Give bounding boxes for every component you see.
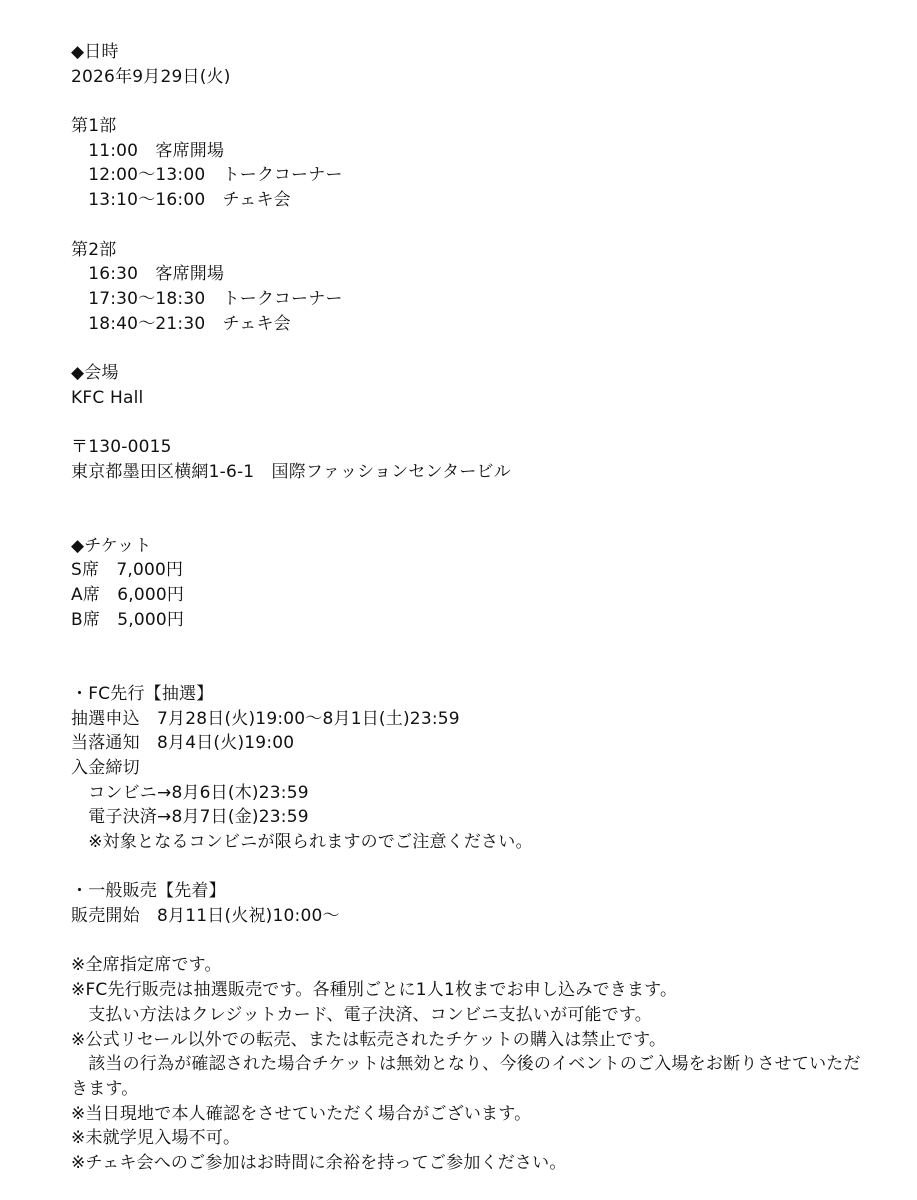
spacer: [71, 336, 871, 361]
note-all-reserved: ※全席指定席です。: [71, 955, 222, 976]
spacer: [71, 657, 871, 682]
fc-lottery-notification: 当落通知 8月4日(火)19:00: [71, 733, 295, 754]
part2-title: 第2部: [71, 239, 117, 260]
note-payment-methods: 支払い方法はクレジットカード、電子決済、コンビニ支払いが可能です。: [71, 1004, 652, 1025]
schedule-heading: ◆日時: [71, 42, 119, 62]
spacer: [71, 89, 871, 114]
spacer: [71, 484, 871, 509]
spacer: [71, 213, 871, 238]
payment-deadline-label: 入金締切: [71, 757, 140, 778]
general-sale-start: 販売開始 8月11日(火祝)10:00〜: [71, 906, 340, 927]
event-date: 2026年9月29日(火): [71, 66, 231, 87]
spacer: [71, 633, 871, 658]
event-info-document: [71, 40, 871, 1176]
note-cheki: ※チェキ会へのご参加はお時間に余裕を持ってご参加ください。: [71, 1152, 567, 1173]
note-no-preschool: ※未就学児入場不可。: [71, 1128, 241, 1149]
payment-deadline-electronic: 電子決済→8月7日(金)23:59: [71, 807, 309, 828]
part1-cheki: 13:10〜16:00 チェキ会: [71, 190, 291, 211]
venue-postal-code: 〒130-0015: [71, 437, 172, 457]
note-resale: ※公式リセール以外での転売、または転売されたチケットの購入は禁止です。: [71, 1029, 667, 1050]
note-resale-consequence: 該当の行為が確認された場合チケットは無効となり、今後のイベントのご入場をお断りさせていただきます。: [71, 1054, 861, 1099]
note-id-check: ※当日現地で本人確認をさせていただく場合がございます。: [71, 1103, 532, 1124]
ticket-price-s: S席 7,000円: [71, 560, 184, 581]
part1-title: 第1部: [71, 116, 117, 137]
spacer: [71, 855, 871, 880]
part2-talk-corner: 17:30〜18:30 トークコーナー: [71, 288, 343, 309]
spacer: [71, 410, 871, 435]
spacer: [71, 929, 871, 954]
note-fc-lottery: ※FC先行販売は抽選販売です。各種別ごとに1人1枚までお申し込みできます。: [71, 980, 678, 1001]
ticket-price-b: B席 5,000円: [71, 609, 185, 630]
part1-talk-corner: 12:00〜13:00 トークコーナー: [71, 165, 343, 186]
fc-lottery-application: 抽選申込 7月28日(火)19:00〜8月1日(土)23:59: [71, 708, 460, 729]
payment-deadline-note: ※対象となるコンビニが限られますのでご注意ください。: [71, 832, 533, 852]
part2-doors-open: 16:30 客席開場: [71, 264, 225, 285]
part1-doors-open: 11:00 客席開場: [71, 140, 225, 161]
tickets-heading: ◆チケット: [71, 535, 152, 556]
general-sale-heading: ・一般販売【先着】: [71, 881, 226, 902]
venue-address: 東京都墨田区横網1-6-1 国際ファッションセンタービル: [71, 461, 511, 482]
ticket-price-a: A席 6,000円: [71, 585, 185, 606]
spacer: [71, 509, 871, 534]
venue-heading: ◆会場: [71, 362, 119, 383]
venue-name: KFC Hall: [71, 387, 144, 408]
part2-cheki: 18:40〜21:30 チェキ会: [71, 313, 291, 334]
payment-deadline-convenience: コンビニ→8月6日(木)23:59: [71, 782, 309, 803]
fc-presale-heading: ・FC先行【抽選】: [71, 683, 214, 704]
